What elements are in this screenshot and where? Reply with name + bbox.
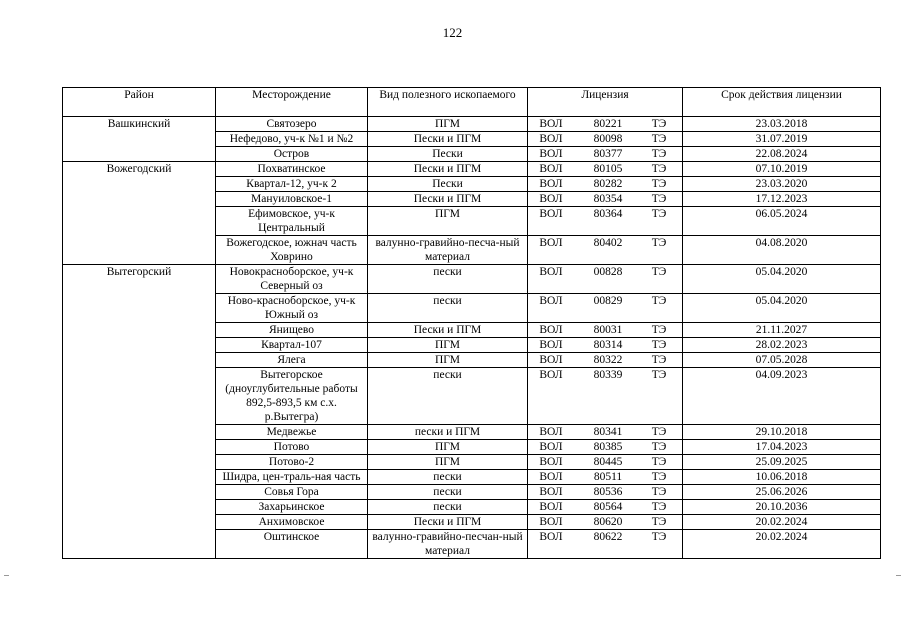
- license-type: ТЭ: [651, 441, 667, 453]
- license-number: 00828: [593, 266, 623, 278]
- deposit-cell: Новокрасноборское, уч-к Северный оз: [216, 265, 368, 294]
- mineral-cell: Пески и ПГМ: [368, 515, 528, 530]
- license-cell: [528, 323, 683, 338]
- license-type: ТЭ: [651, 339, 667, 351]
- license-number: 80385: [593, 441, 623, 453]
- deposit-cell: Потово: [216, 440, 368, 455]
- license-cell: [528, 353, 683, 368]
- deposit-cell: Янищево: [216, 323, 368, 338]
- license-type: ТЭ: [651, 148, 667, 160]
- license-type: ТЭ: [651, 133, 667, 145]
- mineral-cell: ПГМ: [368, 117, 528, 132]
- deposit-cell: Похватинское: [216, 162, 368, 177]
- license-cell: [528, 470, 683, 485]
- license-type: ТЭ: [651, 178, 667, 190]
- license-type: ТЭ: [651, 531, 667, 543]
- validity-date-cell: 23.03.2018: [683, 117, 881, 132]
- license-number: 80622: [593, 531, 623, 543]
- license-number: 80364: [593, 208, 623, 220]
- license-type: ТЭ: [651, 295, 667, 307]
- license-cell: [528, 294, 683, 323]
- license-cell: [528, 117, 683, 132]
- license-type: ТЭ: [651, 486, 667, 498]
- license-table: [62, 87, 881, 559]
- validity-date-cell: 31.07.2019: [683, 132, 881, 147]
- region-cell: Вытегорский: [63, 265, 216, 559]
- table-header-row: [63, 88, 881, 117]
- license-cell: [528, 500, 683, 515]
- validity-date-cell: 20.02.2024: [683, 530, 881, 559]
- validity-date-cell: 21.11.2027: [683, 323, 881, 338]
- license-type: ТЭ: [651, 163, 667, 175]
- license-prefix: ВОЛ: [539, 516, 563, 528]
- license-prefix: ВОЛ: [539, 339, 563, 351]
- mineral-cell: ПГМ: [368, 455, 528, 470]
- table-row: [63, 117, 881, 132]
- deposit-cell: Медвежье: [216, 425, 368, 440]
- mineral-cell: пески: [368, 294, 528, 323]
- license-cell: [528, 338, 683, 353]
- license-number: 80536: [593, 486, 623, 498]
- license-prefix: ВОЛ: [539, 486, 563, 498]
- license-cell: [528, 132, 683, 147]
- license-cell: [528, 177, 683, 192]
- license-prefix: ВОЛ: [539, 426, 563, 438]
- validity-date-cell: 06.05.2024: [683, 207, 881, 236]
- header-license: Лицензия: [528, 88, 683, 117]
- mineral-cell: Пески и ПГМ: [368, 323, 528, 338]
- mineral-cell: валунно-гравийно-песча-ный материал: [368, 236, 528, 265]
- validity-date-cell: 22.08.2024: [683, 147, 881, 162]
- license-type: ТЭ: [651, 324, 667, 336]
- deposit-cell: Совья Гора: [216, 485, 368, 500]
- license-type: ТЭ: [651, 208, 667, 220]
- license-cell: [528, 147, 683, 162]
- validity-date-cell: 29.10.2018: [683, 425, 881, 440]
- deposit-cell: Вожегодское, южнач часть Ховрино: [216, 236, 368, 265]
- deposit-cell: Квартал-12, уч-к 2: [216, 177, 368, 192]
- license-number: 80402: [593, 237, 623, 249]
- table-row: [63, 162, 881, 177]
- validity-date-cell: 07.10.2019: [683, 162, 881, 177]
- license-cell: [528, 265, 683, 294]
- license-number: 80620: [593, 516, 623, 528]
- license-type: ТЭ: [651, 193, 667, 205]
- mineral-cell: пески: [368, 470, 528, 485]
- license-prefix: ВОЛ: [539, 501, 563, 513]
- license-prefix: ВОЛ: [539, 295, 563, 307]
- validity-date-cell: 04.08.2020: [683, 236, 881, 265]
- scan-mark-left: [4, 575, 9, 576]
- page-number: 122: [442, 25, 463, 40]
- deposit-cell: Мануиловское-1: [216, 192, 368, 207]
- mineral-cell: ПГМ: [368, 338, 528, 353]
- deposit-cell: Потово-2: [216, 455, 368, 470]
- deposit-cell: Ефимовское, уч-к Центральный: [216, 207, 368, 236]
- validity-date-cell: 07.05.2028: [683, 353, 881, 368]
- license-number: 80031: [593, 324, 623, 336]
- deposit-cell: Святозеро: [216, 117, 368, 132]
- license-number: 80339: [593, 369, 623, 381]
- license-prefix: ВОЛ: [539, 237, 563, 249]
- mineral-cell: Пески: [368, 177, 528, 192]
- license-prefix: ВОЛ: [539, 456, 563, 468]
- license-type: ТЭ: [651, 501, 667, 513]
- mineral-cell: пески: [368, 265, 528, 294]
- region-cell: Вашкинский: [63, 117, 216, 162]
- license-number: 80098: [593, 133, 623, 145]
- license-type: ТЭ: [651, 471, 667, 483]
- license-cell: [528, 236, 683, 265]
- license-prefix: ВОЛ: [539, 208, 563, 220]
- license-prefix: ВОЛ: [539, 163, 563, 175]
- validity-date-cell: 25.06.2026: [683, 485, 881, 500]
- license-cell: [528, 207, 683, 236]
- scan-mark-right: [896, 575, 901, 576]
- license-number: 00829: [593, 295, 623, 307]
- license-number: 80564: [593, 501, 623, 513]
- deposit-cell: Анхимовское: [216, 515, 368, 530]
- mineral-cell: Пески и ПГМ: [368, 192, 528, 207]
- license-type: ТЭ: [651, 369, 667, 381]
- license-cell: [528, 515, 683, 530]
- validity-date-cell: 17.04.2023: [683, 440, 881, 455]
- license-prefix: ВОЛ: [539, 471, 563, 483]
- validity-date-cell: 25.09.2025: [683, 455, 881, 470]
- mineral-cell: валунно-гравийно-песчан-ный материал: [368, 530, 528, 559]
- license-cell: [528, 368, 683, 425]
- license-number: 80511: [593, 471, 623, 483]
- region-cell: Вожегодский: [63, 162, 216, 265]
- header-deposit: Месторождение: [216, 88, 368, 117]
- license-number: 80221: [593, 118, 623, 130]
- license-number: 80314: [593, 339, 623, 351]
- license-type: ТЭ: [651, 237, 667, 249]
- license-number: 80105: [593, 163, 623, 175]
- deposit-cell: Оштинское: [216, 530, 368, 559]
- deposit-cell: Остров: [216, 147, 368, 162]
- license-prefix: ВОЛ: [539, 369, 563, 381]
- license-cell: [528, 485, 683, 500]
- license-number: 80354: [593, 193, 623, 205]
- mineral-cell: ПГМ: [368, 207, 528, 236]
- license-number: 80282: [593, 178, 623, 190]
- mineral-cell: Пески: [368, 147, 528, 162]
- license-type: ТЭ: [651, 426, 667, 438]
- license-prefix: ВОЛ: [539, 133, 563, 145]
- license-cell: [528, 192, 683, 207]
- license-number: 80341: [593, 426, 623, 438]
- license-prefix: ВОЛ: [539, 531, 563, 543]
- license-type: ТЭ: [651, 118, 667, 130]
- mineral-cell: пески: [368, 500, 528, 515]
- license-number: 80377: [593, 148, 623, 160]
- license-type: ТЭ: [651, 354, 667, 366]
- license-prefix: ВОЛ: [539, 148, 563, 160]
- license-prefix: ВОЛ: [539, 266, 563, 278]
- deposit-cell: Нефедово, уч-к №1 и №2: [216, 132, 368, 147]
- header-validity: Срок действия лицензии: [683, 88, 881, 117]
- header-mineral: Вид полезного ископаемого: [368, 88, 528, 117]
- license-prefix: ВОЛ: [539, 354, 563, 366]
- license-type: ТЭ: [651, 456, 667, 468]
- license-number: 80445: [593, 456, 623, 468]
- license-cell: [528, 162, 683, 177]
- mineral-cell: ПГМ: [368, 440, 528, 455]
- license-cell: [528, 455, 683, 470]
- license-prefix: ВОЛ: [539, 193, 563, 205]
- deposit-cell: Шидра, цен-траль-ная часть: [216, 470, 368, 485]
- license-type: ТЭ: [651, 266, 667, 278]
- license-prefix: ВОЛ: [539, 118, 563, 130]
- deposit-cell: Ново-красноборское, уч-к Южный оз: [216, 294, 368, 323]
- validity-date-cell: 23.03.2020: [683, 177, 881, 192]
- license-prefix: ВОЛ: [539, 441, 563, 453]
- table-body: [63, 117, 881, 559]
- deposit-cell: Вытегорское (дноуглубительные работы 892,5-893,5 км с.х. р.Вытегра): [216, 368, 368, 425]
- license-prefix: ВОЛ: [539, 178, 563, 190]
- table-row: [63, 265, 881, 294]
- validity-date-cell: 17.12.2023: [683, 192, 881, 207]
- validity-date-cell: 20.02.2024: [683, 515, 881, 530]
- validity-date-cell: 28.02.2023: [683, 338, 881, 353]
- license-cell: [528, 440, 683, 455]
- header-region: Район: [63, 88, 216, 117]
- mineral-cell: пески и ПГМ: [368, 425, 528, 440]
- validity-date-cell: 10.06.2018: [683, 470, 881, 485]
- license-type: ТЭ: [651, 516, 667, 528]
- mineral-cell: пески: [368, 485, 528, 500]
- mineral-cell: ПГМ: [368, 353, 528, 368]
- deposit-cell: Квартал-107: [216, 338, 368, 353]
- license-cell: [528, 425, 683, 440]
- validity-date-cell: 05.04.2020: [683, 265, 881, 294]
- mineral-cell: пески: [368, 368, 528, 425]
- license-cell: [528, 530, 683, 559]
- license-prefix: ВОЛ: [539, 324, 563, 336]
- deposit-cell: Захарьинское: [216, 500, 368, 515]
- validity-date-cell: 05.04.2020: [683, 294, 881, 323]
- mineral-cell: Пески и ПГМ: [368, 132, 528, 147]
- deposit-cell: Ялега: [216, 353, 368, 368]
- license-number: 80322: [593, 354, 623, 366]
- validity-date-cell: 04.09.2023: [683, 368, 881, 425]
- mineral-cell: Пески и ПГМ: [368, 162, 528, 177]
- validity-date-cell: 20.10.2036: [683, 500, 881, 515]
